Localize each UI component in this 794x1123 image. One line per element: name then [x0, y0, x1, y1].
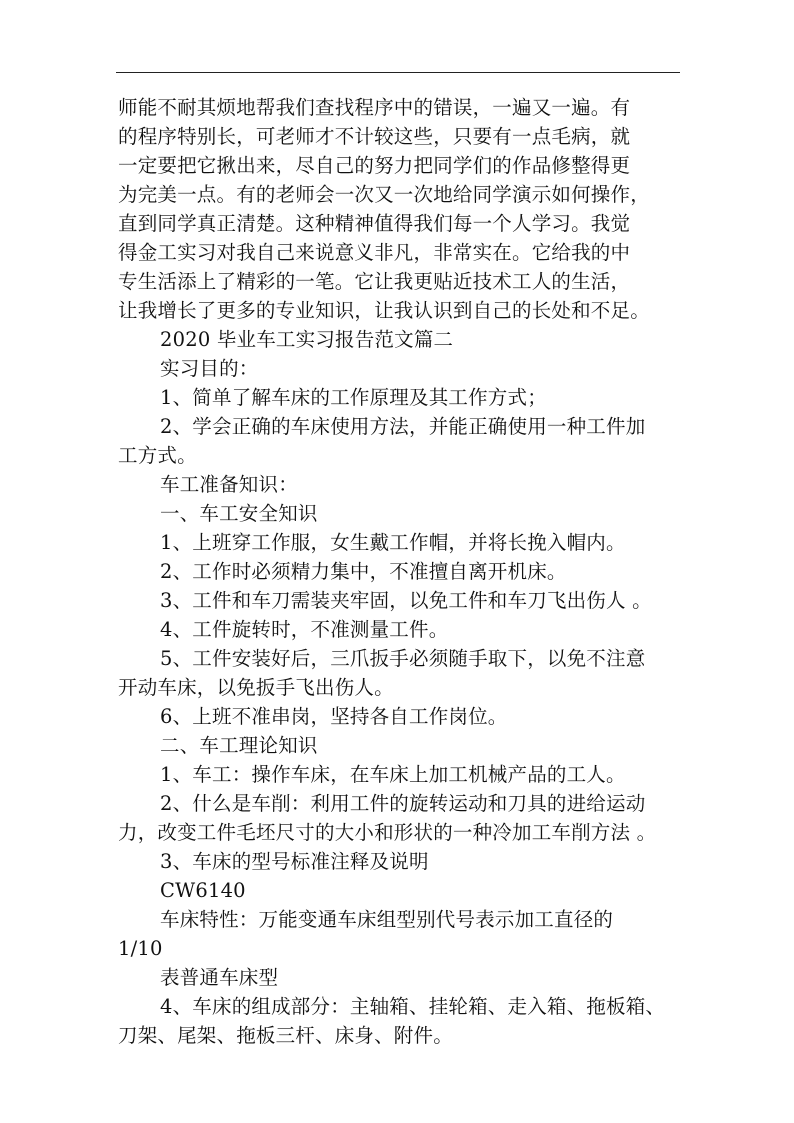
text-line: 工方式。 [118, 444, 197, 467]
document-body [118, 93, 684, 1050]
list-item: 2、学会正确的车床使用方法，并能正确使用一种工件加 [160, 415, 646, 438]
list-item: 3、车床的型号标准注释及说明 [160, 850, 429, 873]
list-item: 2、工作时必须精力集中，不准擅自离开机床。 [160, 560, 567, 583]
text-line: 为完美一点。有的老师会一次又一次地给同学演示如何操作， [118, 183, 650, 206]
text-line: 车工准备知识： [160, 473, 298, 496]
text-line: 师能不耐其烦地帮我们查找程序中的错误，一遍又一遍。有 [118, 96, 631, 119]
text-line: 表普通车床型 [160, 966, 279, 989]
list-item: 1、车工：操作车床，在车床上加工机械产品的工人。 [160, 763, 626, 786]
list-item: 2、什么是车削：利用工件的旋转运动和刀具的进给运动 [160, 792, 646, 815]
list-item: 6、上班不准串岗，坚持各自工作岗位。 [160, 705, 508, 728]
text-line: 一定要把它揪出来，尽自己的努力把同学们的作品修整得更 [118, 154, 631, 177]
list-item: 4、工件旋转时，不准测量工件。 [160, 618, 449, 641]
section-title: 2020 毕业车工实习报告范文篇二 [160, 328, 454, 351]
section-heading: 一、车工安全知识 [160, 502, 318, 525]
list-item: 1、上班穿工作服，女生戴工作帽，并将长挽入帽内。 [160, 531, 626, 554]
text-line: 1/10 [118, 937, 163, 960]
text-line: 专生活添上了精彩的一笔。它让我更贴近技术工人的生活， [118, 270, 631, 293]
text-line: 得金工实习对我自己来说意义非凡，非常实在。它给我的中 [118, 241, 631, 264]
list-item: 5、工件安装好后，三爪扳手必须随手取下，以免不注意 [160, 647, 646, 670]
text-line: 刀架、尾架、拖板三杆、床身、附件。 [118, 1024, 453, 1047]
text-line: CW6140 [160, 879, 246, 902]
text-line: 实习目的： [160, 357, 259, 380]
list-item: 1、简单了解车床的工作原理及其工作方式； [160, 386, 547, 409]
list-item: 3、工件和车刀需装夹牢固，以免工件和车刀飞出伤人 。 [160, 589, 652, 612]
text-line: 开动车床，以免扳手飞出伤人。 [118, 676, 394, 699]
text-line: 力，改变工件毛坯尺寸的大小和形状的一种冷加工车削方法 。 [118, 821, 657, 844]
text-line: 车床特性：万能变通车床组型别代号表示加工直径的 [160, 908, 614, 931]
text-line: 的程序特别长，可老师才不计较这些，只要有一点毛病，就 [118, 125, 631, 148]
text-line: 让我增长了更多的专业知识，让我认识到自己的长处和不足。 [118, 299, 650, 322]
header-rule [116, 72, 680, 73]
section-heading: 二、车工理论知识 [160, 734, 318, 757]
list-item: 4、车床的组成部分：主轴箱、挂轮箱、走入箱、拖板箱、 [160, 995, 666, 1018]
text-line: 直到同学真正清楚。这种精神值得我们每一个人学习。我觉 [118, 212, 631, 235]
